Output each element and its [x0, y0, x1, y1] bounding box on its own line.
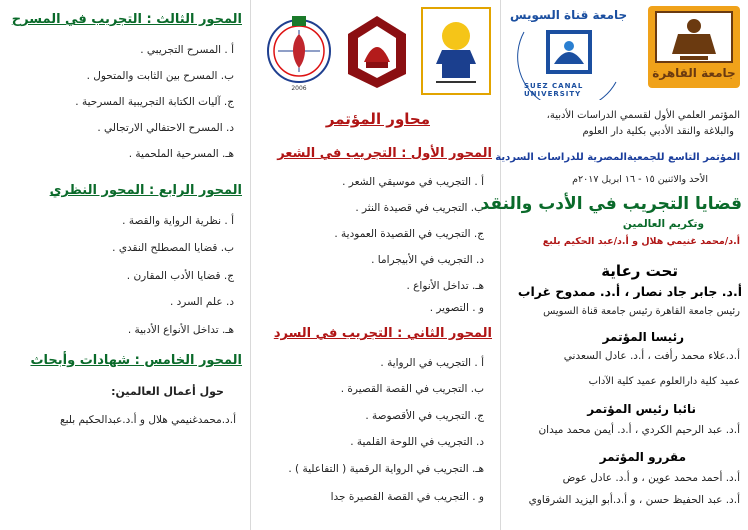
list-item: ج. التجريب في الأقصوصة . — [365, 410, 484, 422]
section-title: محاور المؤتمر — [325, 110, 430, 128]
list-item: هـ. التجريب في الرواية الرقمية ( التفاعلية ) . — [288, 463, 484, 475]
conference-subtitle: وتكريم العالمين — [622, 218, 704, 230]
list-item: أ . نظرية الرواية والقصة . — [122, 215, 234, 227]
patronage-heading: تحت رعاية — [601, 262, 678, 280]
list-item: هـ. المسرحية الملحمية . — [128, 148, 234, 160]
conference-date: الأحد والاثنين ١٥ - ١٦ ابريل ٢٠١٧م — [572, 174, 708, 185]
conference-line-2: والبلاغة والنقد الأدبي بكلية دار العلوم — [582, 126, 734, 137]
axis1-heading: المحور الأول : التجريب في الشعر — [277, 146, 492, 161]
presidents-names: أ.د.علاء محمد رأفت ، أ.د. عادل السعدني — [563, 350, 740, 362]
vice-presidents-heading: نائبا رئيس المؤتمر — [587, 402, 696, 416]
cairo-logo-text: جامعة القاهرة — [652, 66, 736, 80]
axis3-heading: المحور الثالث : التجريب في المسرح — [11, 12, 242, 27]
list-item: د. التجريب في اللوحة القلمية . — [350, 436, 484, 448]
conference-line-3: المؤتمر التاسع للجمعيةالمصرية للدراسات السردية — [495, 152, 740, 163]
conference-line-1: المؤتمر العلمي الأول لقسمي الدراسات الأدبية، — [546, 110, 740, 121]
axis5-subheading: حول أعمال العالمين: — [111, 385, 224, 398]
patronage-roles: رئيس جامعة القاهرة رئيس جامعة قناة السويس — [543, 306, 740, 317]
patronage-names: أ.د. جابر جاد نصار ، أ.د. ممدوح غراب — [517, 284, 742, 299]
axis4-heading: المحور الرابع : المحور النظري — [49, 183, 242, 198]
list-item: ب. التجريب في القصة القصيرة . — [340, 383, 484, 395]
list-item: د. التجريب في الأبيجراما . — [371, 254, 484, 266]
axis5-heading: المحور الخامس : شهادات وأبحاث — [30, 353, 242, 368]
right-column — [480, 0, 748, 530]
arts-faculty-logo — [264, 8, 334, 94]
list-item: هـ. تداخل الأنواع . — [406, 280, 484, 292]
suez-canal-university-logo — [506, 2, 640, 100]
list-item: ب. المسرح بين الثابت والمتحول . — [86, 70, 234, 82]
rapporteurs-heading: مقررو المؤتمر — [599, 450, 686, 464]
rapporteurs-line-2: أ.د. عبد الحفيظ حسن ، و أ.د.أبو اليزيد الشرقاوي — [528, 494, 740, 506]
presidents-roles: عميد كلية دارالعلوم عميد كلية الآداب — [588, 376, 740, 387]
list-item: هـ. تداخل الأنواع الأدبية . — [127, 324, 234, 336]
left-column — [0, 0, 250, 530]
list-item: ج. قضايا الأدب المقارن . — [126, 270, 234, 282]
list-item: أ . التجريب في موسيقي الشعر . — [342, 176, 484, 188]
axis2-heading: المحور الثاني : التجريب في السرد — [273, 326, 492, 341]
conference-title: قضايا التجريب في الأدب والنقد — [480, 194, 742, 214]
list-item: ب. التجريب في قصيدة النثر . — [355, 202, 484, 214]
list-item: د. المسرح الاحتفالي الارتجالي . — [97, 122, 234, 134]
middle-column — [250, 0, 500, 530]
suez-logo-english: SUEZ CANAL UNIVERSITY — [524, 82, 584, 98]
list-item: ج. آليات الكتابة التجريبية المسرحية . — [75, 96, 234, 108]
suez-logo-arabic: جامعة قناة السويس — [510, 8, 628, 22]
presidents-heading: رئيسا المؤتمر — [602, 330, 684, 344]
list-item: ج. التجريب في القصيدة العمودية . — [334, 228, 484, 240]
list-item: أ . التجريب في الرواية . — [380, 357, 484, 369]
svg-text:2006: 2006 — [291, 85, 307, 92]
list-item: و . التجريب في القصة القصيرة جدا — [330, 491, 484, 503]
cairo-university-logo — [646, 4, 742, 90]
vice-presidents-names: أ.د. عبد الرحيم الكردي ، أ.د. أيمن محمد ميدان — [538, 424, 740, 436]
rapporteurs-line-1: أ.د. أحمد محمد عوين ، و أ.د. عادل عوض — [562, 472, 740, 484]
cairo-university-logo-small — [420, 6, 492, 96]
list-item: ب. قضايا المصطلح النقدي . — [112, 242, 234, 254]
list-item: و . التصوير . — [429, 302, 484, 314]
dar-al-uloom-logo — [342, 12, 412, 92]
list-item: أ . المسرح التجريبي . — [140, 44, 234, 56]
list-item: د. علم السرد . — [169, 296, 234, 308]
honorees: أ.د/محمد غنيمي هلال و أ.د/عبد الحكيم بلبع — [542, 236, 740, 247]
honoree-names: أ.د.محمدغنيمي هلال و أ.د.عبدالحكيم بلبع — [60, 414, 236, 426]
